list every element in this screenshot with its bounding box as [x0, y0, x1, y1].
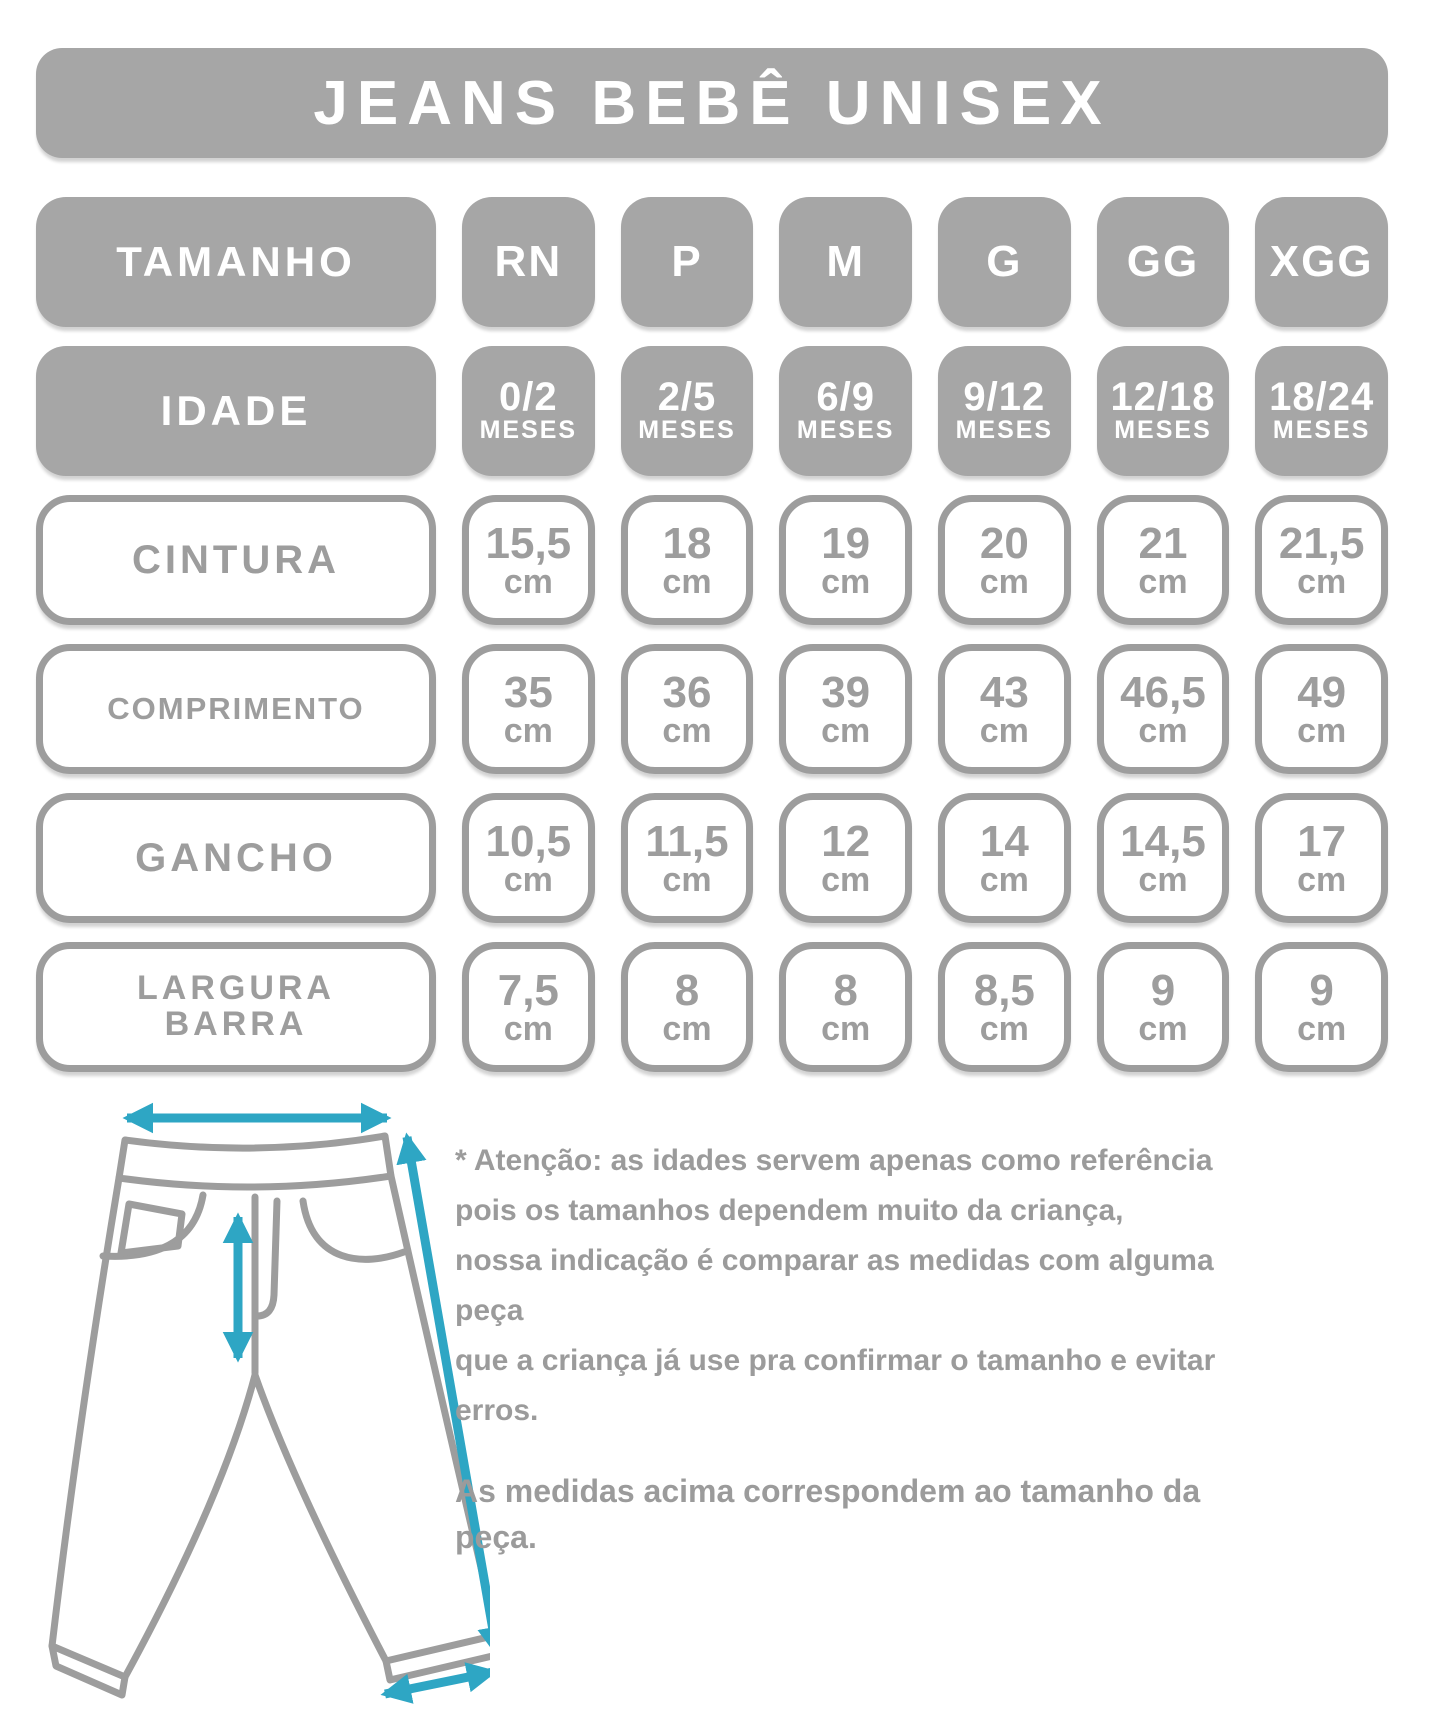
measure-value: 21	[1138, 518, 1188, 568]
age-cell	[938, 346, 1071, 476]
measure-value: 8	[674, 965, 700, 1015]
measure-value: 12	[821, 816, 871, 866]
age-cell	[1097, 346, 1230, 476]
waist-row-label	[36, 495, 436, 625]
age-unit: MESES	[955, 416, 1054, 445]
age-cell	[621, 346, 754, 476]
measure-value: 15,5	[485, 518, 572, 568]
measure-value: 35	[503, 667, 553, 717]
measure-unit: cm	[503, 562, 553, 601]
row-label-line: COMPRIMENTO	[107, 691, 365, 726]
rise-value-cell	[779, 793, 912, 923]
age-range: 9/12	[963, 375, 1046, 420]
measure-unit: cm	[662, 860, 712, 899]
size-row-label: TAMANHO	[36, 197, 436, 327]
measure-value: 14,5	[1120, 816, 1206, 866]
measure-unit: cm	[1138, 860, 1188, 899]
attention-note	[455, 1136, 1275, 1436]
measure-value: 43	[979, 667, 1029, 717]
rise-row-label	[36, 793, 436, 923]
measure-value: 7,5	[497, 965, 559, 1015]
age-unit: MESES	[638, 416, 736, 445]
age-range: 6/9	[816, 375, 875, 420]
waist-value-cell	[1097, 495, 1230, 625]
measure-value: 9	[1309, 965, 1334, 1015]
length-value-cell	[621, 644, 754, 774]
size-value: RN	[494, 237, 563, 286]
size-cell-p	[621, 197, 754, 327]
waist-value-cell	[938, 495, 1071, 625]
measure-value: 9	[1150, 965, 1176, 1015]
size-table	[36, 48, 1388, 1072]
measure-unit: cm	[1297, 1009, 1347, 1048]
measure-unit: cm	[979, 562, 1029, 601]
waist-value-cell	[1255, 495, 1388, 625]
age-range: 12/18	[1110, 375, 1216, 420]
row-label-line: BARRA	[164, 1005, 308, 1043]
size-value: GG	[1126, 237, 1200, 286]
length-value-cell	[462, 644, 595, 774]
measure-unit: cm	[1297, 860, 1347, 899]
age-unit: MESES	[796, 416, 895, 445]
waist-value-cell	[779, 495, 912, 625]
age-cell	[779, 346, 912, 476]
age-range: 0/2	[499, 375, 558, 420]
measure-unit: cm	[821, 1009, 871, 1048]
measure-value: 19	[821, 518, 871, 568]
measure-value: 18	[662, 518, 712, 568]
measure-unit: cm	[503, 860, 553, 899]
measure-unit: cm	[503, 1009, 553, 1048]
row-label-line: GANCHO	[135, 835, 337, 880]
size-cell-gg	[1097, 197, 1230, 327]
age-row-label: IDADE	[36, 346, 436, 476]
measure-value: 11,5	[645, 816, 729, 866]
length-value-cell	[779, 644, 912, 774]
measure-value: 36	[662, 667, 712, 717]
notes-section	[455, 1136, 1275, 1560]
waist-value-cell	[621, 495, 754, 625]
size-cell-g	[938, 197, 1071, 327]
measure-unit: cm	[662, 1009, 712, 1048]
page-title: JEANS BEBÊ UNISEX	[36, 48, 1388, 158]
rise-value-cell	[621, 793, 754, 923]
attention-note-line: pois os tamanhos dependem muito da criança,	[455, 1194, 1124, 1227]
measure-value: 8	[833, 965, 858, 1015]
attention-note-line: nossa indicação é comparar as medidas com alguma peça	[455, 1244, 1214, 1327]
age-unit: MESES	[479, 416, 578, 445]
hem-value-cell	[1097, 942, 1230, 1072]
hem-value-cell	[779, 942, 912, 1072]
measure-unit: cm	[979, 860, 1029, 899]
attention-note-line: que a criança já use pra confirmar o tamanho e evitar erros.	[455, 1344, 1216, 1427]
size-value: XGG	[1269, 237, 1374, 286]
waist-value-cell	[462, 495, 595, 625]
measure-value: 46,5	[1120, 667, 1206, 717]
measure-value: 14	[979, 816, 1029, 866]
measure-value: 8,5	[973, 965, 1035, 1015]
age-range: 18/24	[1269, 375, 1375, 420]
measure-value: 39	[821, 667, 871, 717]
length-value-cell	[1097, 644, 1230, 774]
measure-unit: cm	[1297, 562, 1347, 601]
measure-unit: cm	[1138, 711, 1188, 750]
size-value: G	[986, 237, 1023, 286]
measure-unit: cm	[1138, 562, 1188, 601]
size-value: M	[826, 237, 865, 286]
jeans-diagram	[45, 1005, 490, 1728]
length-row-label	[36, 644, 436, 774]
age-range: 2/5	[657, 375, 717, 420]
length-value-cell	[1255, 644, 1388, 774]
measure-unit: cm	[1138, 1009, 1188, 1048]
rise-value-cell	[938, 793, 1071, 923]
size-value: P	[671, 237, 703, 286]
measures-note: As medidas acima correspondem ao tamanho da peça.	[455, 1473, 1201, 1555]
size-cell-rn	[462, 197, 595, 327]
measure-unit: cm	[662, 562, 712, 601]
measure-value: 21,5	[1278, 518, 1365, 568]
row-label-line: CINTURA	[132, 537, 340, 582]
hem-value-cell	[938, 942, 1071, 1072]
measure-unit: cm	[1297, 711, 1347, 750]
age-unit: MESES	[1272, 416, 1371, 445]
hem-value-cell	[1255, 942, 1388, 1072]
rise-value-cell	[462, 793, 595, 923]
measure-value: 10,5	[485, 816, 572, 866]
rise-value-cell	[1097, 793, 1230, 923]
measure-unit: cm	[662, 711, 712, 750]
row-label-line: LARGURA	[137, 969, 335, 1008]
hem-value-cell	[621, 942, 754, 1072]
measure-unit: cm	[821, 711, 871, 750]
age-cell	[1255, 346, 1388, 476]
measure-value: 20	[979, 518, 1029, 568]
age-unit: MESES	[1114, 416, 1212, 445]
measure-value: 49	[1297, 667, 1347, 717]
measure-unit: cm	[979, 1009, 1029, 1048]
length-value-cell	[938, 644, 1071, 774]
age-cell	[462, 346, 595, 476]
size-cell-xgg	[1255, 197, 1388, 327]
attention-note-line: * Atenção: as idades servem apenas como referência	[455, 1144, 1213, 1177]
size-cell-m	[779, 197, 912, 327]
measure-value: 17	[1297, 816, 1347, 866]
measure-unit: cm	[979, 711, 1029, 750]
rise-value-cell	[1255, 793, 1388, 923]
measure-unit: cm	[821, 860, 871, 899]
measure-unit: cm	[503, 711, 553, 750]
measure-unit: cm	[821, 562, 871, 601]
